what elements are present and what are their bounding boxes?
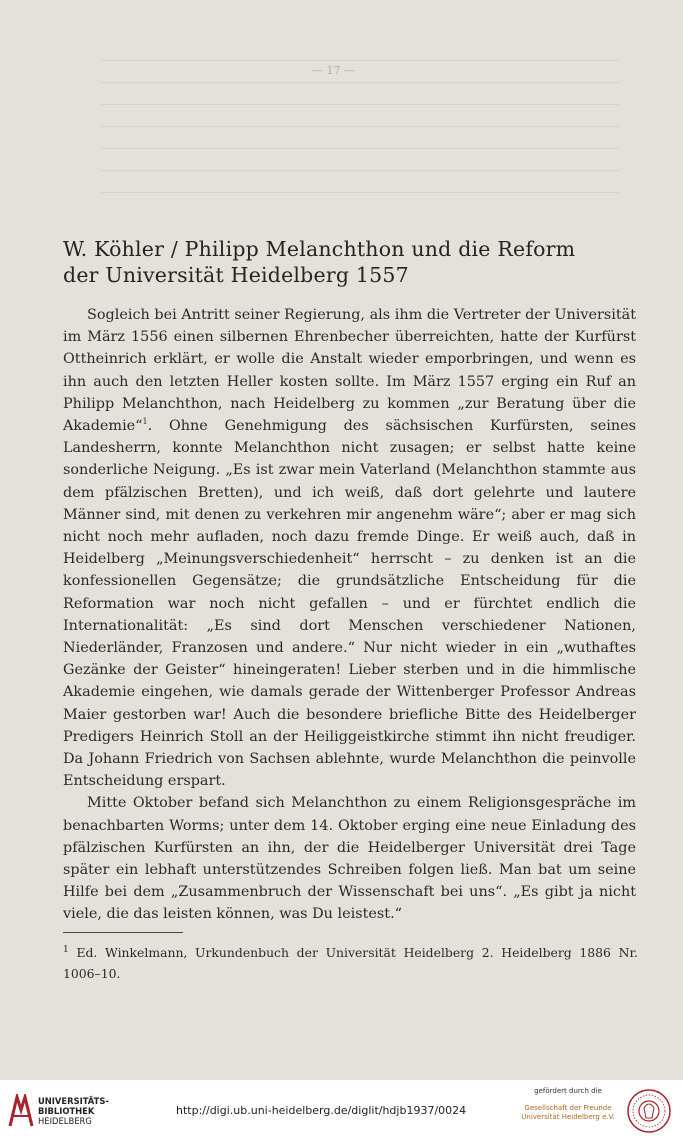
heading-line-2: der Universität Heidelberg 1557 (63, 263, 409, 287)
show-through-text (100, 60, 620, 210)
sponsor-block: gefördert durch die Gesellschaft der Freunde Universität Heidelberg e.V. (521, 1087, 615, 1121)
article-body (63, 304, 636, 926)
university-seal-icon[interactable] (626, 1088, 672, 1134)
permalink-url[interactable]: http://digi.ub.uni-heidelberg.de/diglit/hdjb1937/0024 (176, 1104, 467, 1117)
footnote-divider (63, 932, 183, 933)
footnote-reference[interactable]: 1 (142, 417, 148, 427)
article-heading (63, 236, 623, 288)
heading-line-1: W. Köhler / Philipp Melanchthon und die Reform (63, 237, 576, 261)
library-logo-icon[interactable] (8, 1094, 34, 1128)
footnote-number: 1 (63, 945, 69, 955)
paragraph-2: Mitte Oktober befand sich Melanchthon zu einem Religionsgespräche im benachbarten Worms; unter dem 14. Oktober erging eine neue Einladung des pfälzischen Kurfürsten an ihn, der die Heidelberger Universität drei Tage später ein lebhaft unterstützendes Schreiben folgen ließ. Man bat um seine Hilfe bei dem „Zusammenbruch der Wissenschaft bei uns“. „Es gibt ja nicht viele, die das leisten können, was Du leistest.“ (63, 795, 636, 923)
footnote-text: Ed. Winkelmann, Urkundenbuch der Universität Heidelberg 2. Heidelberg 1886 Nr. 1006–10. (63, 945, 638, 982)
library-name: UNIVERSITÄTS- BIBLIOTHEK HEIDELBERG (38, 1096, 109, 1126)
footnote (63, 940, 638, 984)
page-number-faded: — 17 — (312, 64, 355, 77)
paragraph-1: Sogleich bei Antritt seiner Regierung, als ihm die Vertreter der Universität im März 1556 einen silbernen Ehrenbecher überreichten, hatte der Kurfürst Ottheinrich erklärt, er wolle die Anstalt wieder emporbringen, und wenn es ihn auch den letzten Heller kosten sollte. Im März 1557 erging ein Ruf an Philipp Melanchthon, nach Heidelberg zu kommen „zur Beratung über die Akademie“$^1$. Ohne Genehmigung des sächsischen Kurfürsten, seines Landesherrn, konnte Melanchthon nicht zusagen; er selbst hatte keine sonderliche Neigung. „Es ist zwar mein Vaterland (Melanchthon stammte aus dem pfälzischen Bretten), und ich weiß, daß dort gelehrte und lautere Männer sind, mit denen zu verkehren mir angenehm wäre“; aber er mag sich nicht noch mehr aufladen, noch dazu fremde Dinge. Er weiß auch, daß in Heidelberg „Meinungsverschiedenheit“ herrscht – zu denken ist an die konfessionellen Gegensätze; die grundsätzliche Entscheidung für die Reformation war noch nicht gefallen – und er fürchtet endlich die Internationalität: „Es sind dort Menschen verschiedener Nationen, Niederländer, Franzosen und andere.“ Nur nicht wieder in ein „wuthaftes Gezänke der Geister“ hineingeraten! Lieber sterben und in die himmlische Akademie eingehen, wie damals gerade der Wittenberger Professor Andreas Maier gestorben war! Auch die besondere briefliche Bitte des Heidelberger Predigers Heinrich Stoll an der Heiliggeistkirche stimmt ihn nicht freudiger. Da Johann Friedrich von Sachsen ablehnte, wurde Melanchthon die peinvolle Entscheidung erspart. (63, 307, 636, 790)
